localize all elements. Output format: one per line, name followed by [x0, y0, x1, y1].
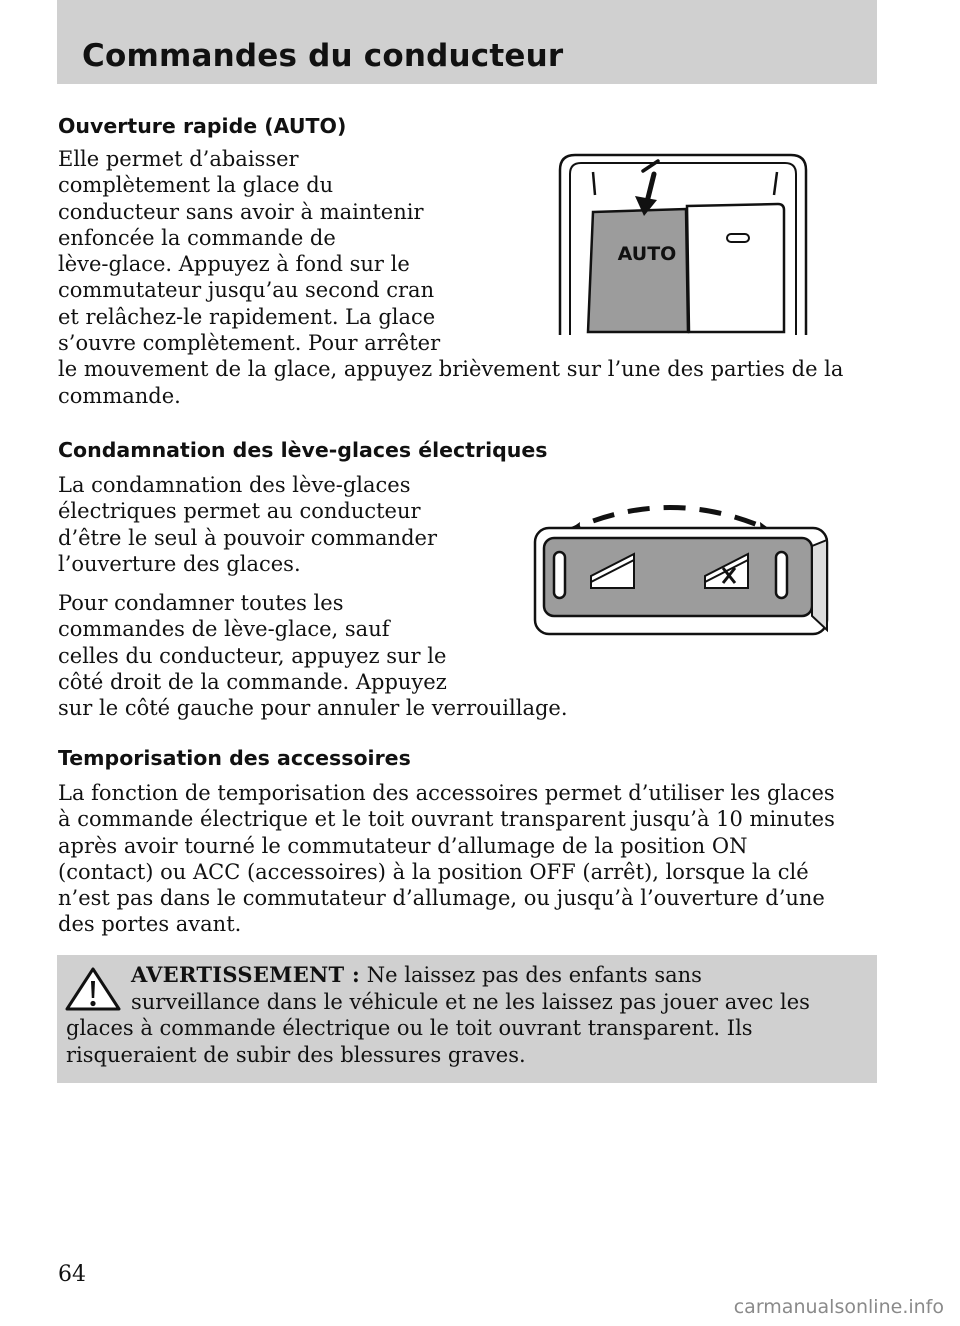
text-line: Pour condamner toutes les: [58, 591, 344, 615]
text-line: commutateur jusqu’au second cran: [58, 278, 435, 303]
watermark: carmanualsonline.info: [733, 1296, 944, 1318]
text-line: celles du conducteur, appuyez sur le: [58, 643, 447, 668]
text-line: l’ouverture des glaces.: [58, 551, 301, 576]
text-line: commandes de lève-glace, sauf: [58, 617, 390, 642]
warning-label: AVERTISSEMENT :: [131, 962, 361, 987]
text-line: Elle permet d’abaisser: [58, 147, 299, 171]
warning-first-line: Ne laissez pas des enfants sans: [360, 963, 702, 987]
text-line: conducteur sans avoir à maintenir: [58, 199, 424, 224]
text-line: le mouvement de la glace, appuyez brièvement sur l’une des parties de la: [58, 357, 844, 382]
text-line: et relâchez-le rapidement. La glace: [58, 304, 436, 329]
text-line: s’ouvre complètement. Pour arrêter: [58, 331, 441, 356]
text-line: après avoir tourné le commutateur d’allumage de la position ON: [58, 833, 748, 858]
section-lock-para2: [58, 590, 568, 721]
warning-line: surveillance dans le véhicule et ne les laissez pas jouer avec les: [131, 989, 810, 1014]
text-line: La condamnation des lève-glaces: [58, 473, 411, 497]
text-line: lève-glace. Appuyez à fond sur le: [58, 252, 410, 277]
text-line: n’est pas dans le commutateur d’allumage, ou jusqu’à l’ouverture d’une: [58, 886, 825, 911]
window-lock-figure: [530, 490, 840, 640]
warning-text: [66, 962, 810, 1068]
text-line: sur le côté gauche pour annuler le verrouillage.: [58, 696, 568, 721]
text-line: côté droit de la commande. Appuyez: [58, 669, 447, 694]
section-delay-text: [58, 780, 835, 938]
page-title: Commandes du conducteur: [82, 38, 564, 74]
section-lock-para1: [58, 472, 437, 577]
text-line: La fonction de temporisation des accessoires permet d’utiliser les glaces: [58, 781, 835, 805]
auto-switch-figure: [555, 150, 815, 340]
text-line: électriques permet au conducteur: [58, 499, 421, 524]
section-heading-auto: Ouverture rapide (AUTO): [58, 114, 347, 138]
section-heading-lock: Condamnation des lève-glaces électriques: [58, 438, 548, 462]
text-line: complètement la glace du: [58, 173, 334, 198]
warning-line: glaces à commande électrique ou le toit ouvrant transparent. Ils: [66, 1016, 753, 1040]
text-line: commande.: [58, 383, 181, 408]
text-line: (contact) ou ACC (accessoires) à la position OFF (arrêt), lorsque la clé: [58, 859, 809, 884]
warning-line: risqueraient de subir des blessures graves.: [66, 1042, 526, 1067]
page-number: 64: [58, 1262, 86, 1287]
text-line: des portes avant.: [58, 912, 242, 937]
text-line: enfoncée la commande de: [58, 225, 336, 250]
text-line: à commande électrique et le toit ouvrant transparent jusqu’à 10 minutes: [58, 807, 835, 832]
section-heading-delay: Temporisation des accessoires: [58, 746, 411, 770]
auto-button-label: AUTO: [617, 243, 677, 265]
text-line: d’être le seul à pouvoir commander: [58, 525, 437, 550]
